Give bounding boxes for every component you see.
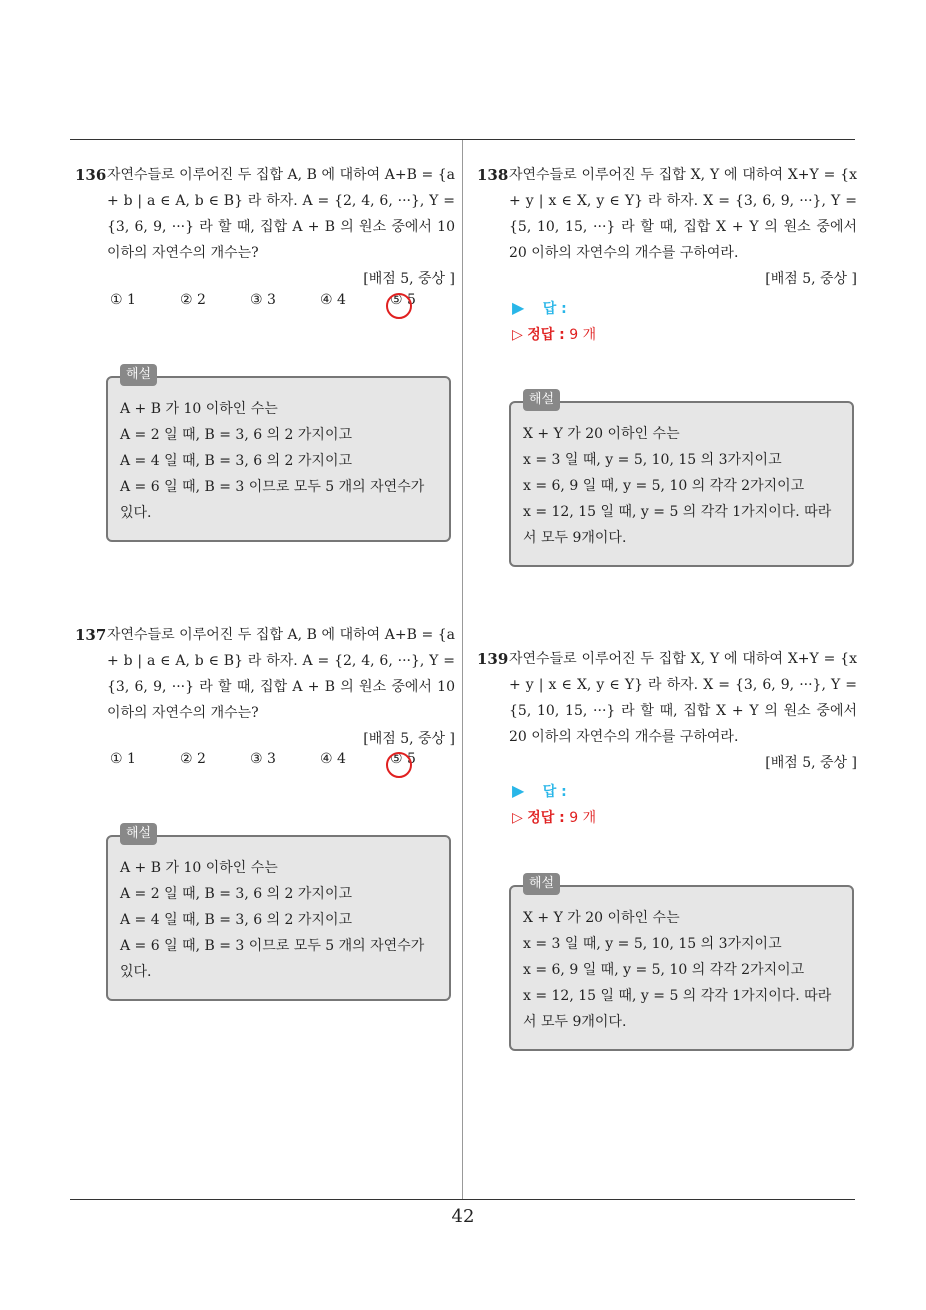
solution-box-137 [106, 826, 451, 1001]
answer-key-139 [512, 805, 596, 831]
solution-line: x = 12, 15 일 때, y = 5 의 각각 1가지이다. 따라 [523, 504, 832, 520]
problem-text: 자연수들로 이루어진 두 집합 A, B 에 대하여 A+B = {a + b | a ∈ A, b ∈ B} 라 하자. A = {2, 4, 6, ···}, Y = {3, 6, 9, ···} 라 할 때, 집합 A + B 의 원소 중에서 10 이하의 자연수의 개수는? [107, 167, 455, 261]
page-number: 42 [451, 1206, 475, 1227]
choice-2[interactable]: ② 2 [180, 292, 206, 308]
solution-line: X + Y 가 20 이하인 수는 [523, 910, 680, 926]
answer-row-138[interactable] [512, 295, 567, 322]
solution-line: X + Y 가 20 이하인 수는 [523, 426, 680, 442]
score-label: [배점 5, 중상 ] [765, 755, 857, 771]
solution-line: 있다. [120, 964, 152, 980]
play-arrow-icon: ▶ [512, 781, 525, 800]
solution-line: x = 6, 9 일 때, y = 5, 10 의 각각 2가지이고 [523, 962, 805, 978]
problem-136 [75, 162, 455, 292]
score-label: [배점 5, 중상 ] [363, 731, 455, 747]
choice-5-label: ⑤ 5 [390, 751, 416, 767]
key-label: 정답 : [527, 810, 565, 826]
solution-line: x = 3 일 때, y = 5, 10, 15 의 3가지이고 [523, 936, 782, 952]
answer-row-139[interactable] [512, 778, 567, 805]
answer-label: 답 : [542, 301, 567, 317]
solution-line: A = 2 일 때, B = 3, 6 의 2 가지이고 [120, 886, 353, 902]
solution-line: A = 6 일 때, B = 3 이므로 모두 5 개의 자연수가 [120, 479, 425, 495]
problem-text: 자연수들로 이루어진 두 집합 X, Y 에 대하여 X+Y = {x + y | x ∈ X, y ∈ Y} 라 하자. X = {3, 6, 9, ···}, Y = {5, 10, 15, ···} 라 할 때, 집합 X + Y 의 원소 중에서 20 이하의 자연수의 개수를 구하여라. [509, 167, 857, 261]
problem-number: 138 [477, 166, 509, 184]
solution-line: 있다. [120, 505, 152, 521]
solution-tag: 해설 [523, 873, 560, 895]
solution-line: A + B 가 10 이하인 수는 [120, 401, 278, 417]
problem-137 [75, 622, 455, 752]
problem-number: 137 [75, 626, 107, 644]
choice-1[interactable]: ① 1 [110, 751, 136, 767]
solution-line: A = 2 일 때, B = 3, 6 의 2 가지이고 [120, 427, 353, 443]
score-label: [배점 5, 중상 ] [363, 271, 455, 287]
solution-tag: 해설 [120, 364, 157, 386]
problem-text: 자연수들로 이루어진 두 집합 X, Y 에 대하여 X+Y = {x + y | x ∈ X, y ∈ Y} 라 하자. X = {3, 6, 9, ···}, Y = {5, 10, 15, ···} 라 할 때, 집합 X + Y 의 원소 중에서 20 이하의 자연수의 개수를 구하여라. [509, 651, 857, 745]
solution-box-139 [509, 876, 854, 1051]
problem-138 [477, 162, 857, 292]
solution-line: A = 4 일 때, B = 3, 6 의 2 가지이고 [120, 912, 353, 928]
choice-5[interactable] [390, 751, 416, 767]
bottom-rule [70, 1199, 855, 1200]
choice-4[interactable]: ④ 4 [320, 751, 346, 767]
problem-number: 139 [477, 650, 509, 668]
problem-139 [477, 646, 857, 776]
answer-key-138 [512, 322, 596, 348]
selected-circle-icon [386, 293, 412, 319]
solution-line: x = 6, 9 일 때, y = 5, 10 의 각각 2가지이고 [523, 478, 805, 494]
key-value: 9 개 [569, 327, 597, 343]
column-divider [462, 140, 463, 1200]
solution-tag: 해설 [523, 389, 560, 411]
choice-5-label: ⑤ 5 [390, 292, 416, 308]
selected-circle-icon [386, 752, 412, 778]
solution-line: A = 6 일 때, B = 3 이므로 모두 5 개의 자연수가 [120, 938, 425, 954]
solution-line: 서 모두 9개이다. [523, 530, 627, 546]
choice-2[interactable]: ② 2 [180, 751, 206, 767]
choice-5[interactable] [390, 292, 416, 308]
key-value: 9 개 [569, 810, 597, 826]
choice-4[interactable]: ④ 4 [320, 292, 346, 308]
choice-3[interactable]: ③ 3 [250, 751, 276, 767]
key-label: 정답 : [527, 327, 565, 343]
solution-box-138 [509, 392, 854, 567]
score-label: [배점 5, 중상 ] [765, 271, 857, 287]
problem-number: 136 [75, 166, 107, 184]
outline-arrow-icon: ▷ [512, 327, 523, 343]
solution-line: x = 3 일 때, y = 5, 10, 15 의 3가지이고 [523, 452, 782, 468]
solution-tag: 해설 [120, 823, 157, 845]
solution-line: 서 모두 9개이다. [523, 1014, 627, 1030]
outline-arrow-icon: ▷ [512, 810, 523, 826]
choices-137 [110, 751, 440, 777]
solution-box-136 [106, 367, 451, 542]
play-arrow-icon: ▶ [512, 298, 525, 317]
problem-text: 자연수들로 이루어진 두 집합 A, B 에 대하여 A+B = {a + b | a ∈ A, b ∈ B} 라 하자. A = {2, 4, 6, ···}, Y = {3, 6, 9, ···} 라 할 때, 집합 A + B 의 원소 중에서 10 이하의 자연수의 개수는? [107, 627, 455, 721]
solution-line: x = 12, 15 일 때, y = 5 의 각각 1가지이다. 따라 [523, 988, 832, 1004]
answer-label: 답 : [542, 784, 567, 800]
choice-1[interactable]: ① 1 [110, 292, 136, 308]
solution-line: A = 4 일 때, B = 3, 6 의 2 가지이고 [120, 453, 353, 469]
solution-line: A + B 가 10 이하인 수는 [120, 860, 278, 876]
choices-136 [110, 292, 440, 318]
choice-3[interactable]: ③ 3 [250, 292, 276, 308]
